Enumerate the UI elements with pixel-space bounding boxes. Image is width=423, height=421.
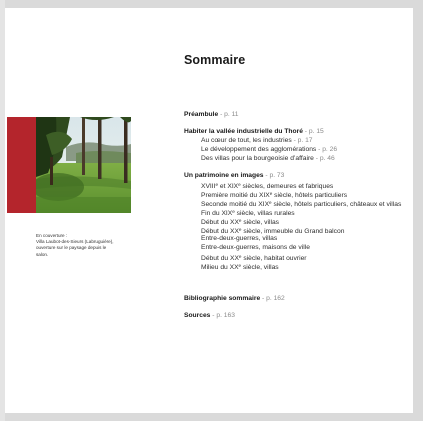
toc-entry-bibliographie[interactable]: [184, 294, 285, 303]
toc-page-number: - p. 15: [304, 128, 324, 135]
subentry-text: siècle, villas: [241, 264, 279, 271]
superscript: e: [269, 200, 272, 205]
toc-page-number: - p. 162: [262, 295, 285, 302]
superscript: e: [215, 182, 219, 187]
superscript: e: [238, 182, 241, 187]
toc-page-number: - p. 163: [212, 312, 235, 319]
toc-subentry-label: Au cœur de tout, les industries: [201, 137, 292, 144]
subentry-text: Première moitié du XIX: [201, 192, 270, 199]
frame-border-left: [0, 0, 5, 421]
toc-subentry[interactable]: [201, 145, 337, 154]
subentry-text: Début du XX: [201, 228, 239, 235]
subentry-text: siècle, habitat ouvrier: [241, 255, 307, 262]
toc-entry-habiter[interactable]: [184, 127, 324, 136]
toc-page-number: - p. 11: [220, 111, 239, 118]
subentry-text: Milieu du XX: [201, 264, 239, 271]
page-title: Sommaire: [184, 53, 246, 67]
subentry-text: siècle, immeuble du Grand balcon: [241, 228, 345, 235]
subentry-text: siècle, hôtels particuliers, châteaux et villas: [271, 201, 402, 208]
toc-heading: Bibliographie sommaire: [184, 295, 261, 302]
park-landscape-image: [36, 117, 131, 213]
toc-entry-patrimoine[interactable]: [184, 171, 284, 180]
frame-border-right: [413, 0, 423, 421]
toc-heading: Sources: [184, 312, 211, 319]
subentry-text: Début du XX: [201, 219, 239, 226]
caption-line: salon.: [36, 251, 49, 257]
subentry-text: siècles, demeures et fabriques: [240, 183, 334, 190]
subentry-text: Entre-deux-guerres, maisons de ville: [201, 244, 310, 251]
toc-subentry-label: Des villas pour la bourgeoisie d’affaire: [201, 155, 314, 162]
superscript: e: [238, 227, 242, 232]
toc-subentry[interactable]: [201, 243, 310, 252]
toc-page-number: - p. 26: [318, 146, 338, 153]
frame-border-bottom: [0, 413, 423, 421]
subentry-text: Seconde moitié du XIX: [201, 201, 270, 208]
toc-page-number: - p. 73: [265, 172, 285, 179]
red-accent-band: [7, 117, 36, 213]
toc-subentry[interactable]: [201, 261, 279, 272]
caption-line: En couverture :: [36, 233, 68, 238]
subentry-text: Début du XX: [201, 255, 239, 262]
subentry-text: siècle, hôtels particuliers: [272, 192, 348, 199]
superscript: e: [269, 191, 273, 196]
toc-subentry[interactable]: [201, 136, 313, 145]
toc-subentry[interactable]: [201, 154, 335, 163]
toc-page-number: - p. 46: [315, 155, 335, 162]
toc-entry-preambule[interactable]: [184, 110, 239, 119]
subentry-text: Entre-deux-guerres, villas: [201, 235, 278, 242]
superscript: e: [238, 263, 242, 268]
toc-entry-sources[interactable]: [184, 311, 235, 320]
photo-caption: [36, 233, 128, 258]
superscript: e: [238, 254, 242, 259]
toc-heading: Habiter la vallée industrielle du Thoré: [184, 128, 303, 135]
toc-heading: Préambule: [184, 111, 219, 118]
subentry-text: et XIX: [218, 183, 239, 190]
subentry-text: Fin du XIX: [201, 210, 233, 217]
caption-line: Villa Laubot-des-Sieurs (Labruguière),: [36, 239, 114, 245]
toc-heading: Un patrimoine en images: [184, 172, 264, 179]
caption-line: ouverture sur le paysage depuis le: [36, 245, 107, 251]
subentry-text: XVIII: [201, 183, 216, 190]
toc-page-number: - p. 17: [293, 137, 313, 144]
toc-subentry-label: Le développement des agglomérations: [201, 146, 317, 153]
frame-border-top: [0, 0, 423, 8]
superscript: e: [232, 209, 235, 214]
toc-subentry[interactable]: [201, 234, 277, 243]
subentry-text: siècle, villas: [241, 219, 280, 226]
superscript: e: [238, 218, 242, 223]
subentry-text: siècle, villas rurales: [234, 210, 295, 217]
cover-photo: [36, 117, 131, 213]
